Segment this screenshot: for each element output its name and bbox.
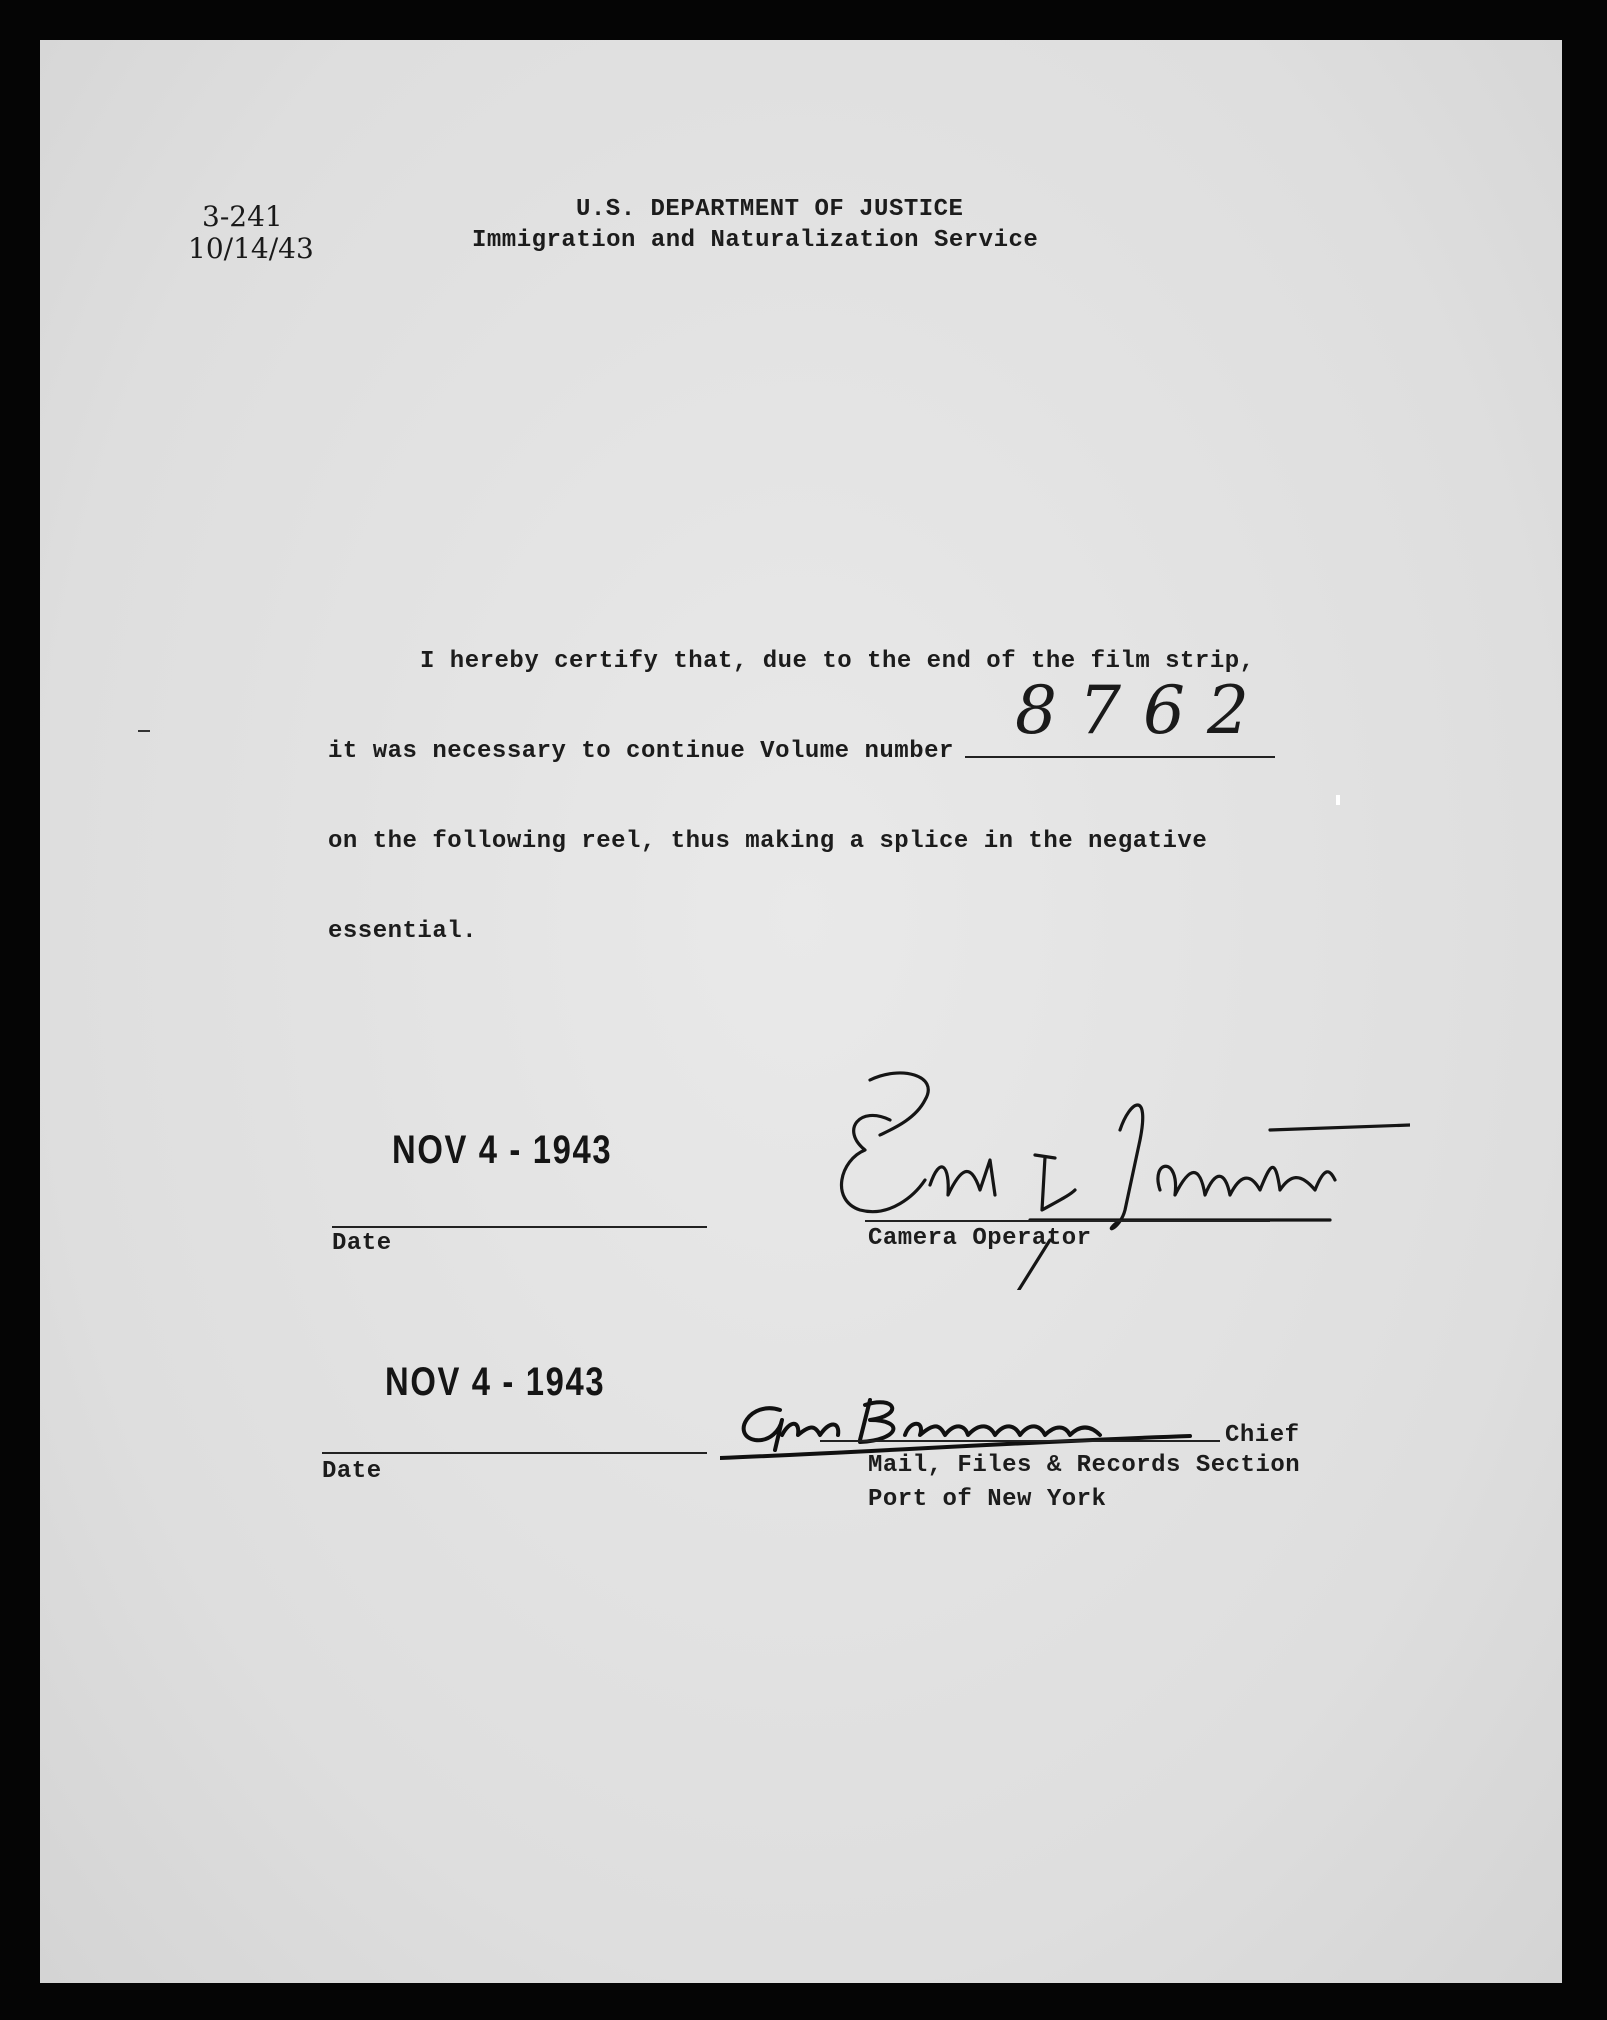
- paper-speck: [138, 730, 150, 732]
- chief-section: Mail, Files & Records Section: [868, 1452, 1301, 1479]
- date-label-chief: Date: [322, 1458, 382, 1485]
- certify-line-4: essential.: [328, 918, 478, 945]
- header-department: U.S. DEPARTMENT OF JUSTICE: [576, 196, 964, 223]
- volume-number-handwritten: 8762: [1015, 672, 1271, 749]
- date-stamp-camera: NOV 4 - 1943: [392, 1128, 613, 1172]
- chief-signature-line: [820, 1440, 1220, 1442]
- chief-port: Port of New York: [868, 1486, 1107, 1513]
- certify-line-2: it was necessary to continue Volume number: [328, 738, 954, 765]
- certify-line-1: I hereby certify that, due to the end of the film strip,: [420, 648, 1255, 675]
- form-number: 3-241: [202, 200, 283, 233]
- date-line-chief: [322, 1452, 707, 1454]
- form-revision-date: 10/14/43: [188, 232, 314, 265]
- document-sheet: [40, 40, 1562, 1983]
- date-label-camera: Date: [332, 1230, 392, 1257]
- date-stamp-chief: NOV 4 - 1943: [385, 1360, 606, 1404]
- chief-title: Chief: [1225, 1422, 1300, 1449]
- date-line-camera: [332, 1226, 707, 1228]
- header-service: Immigration and Naturalization Service: [472, 227, 1039, 254]
- volume-number-line: [965, 756, 1275, 758]
- camera-operator-title: Camera Operator: [868, 1225, 1092, 1252]
- camera-signature-line: [865, 1220, 1270, 1222]
- certify-line-3: on the following reel, thus making a splice in the negative: [328, 828, 1208, 855]
- paper-speck: [1336, 795, 1340, 805]
- camera-operator-signature: [820, 1060, 1410, 1290]
